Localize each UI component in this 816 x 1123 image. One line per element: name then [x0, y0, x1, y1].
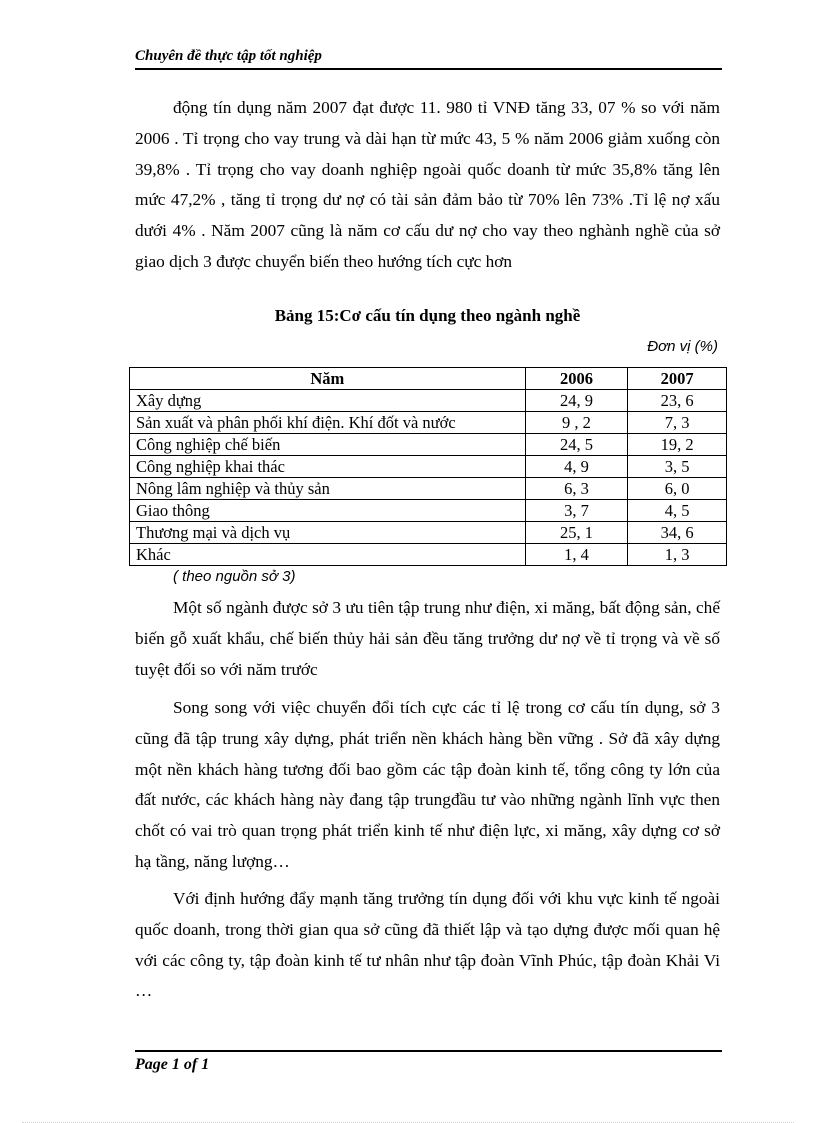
- table-row: [130, 390, 727, 412]
- value-2006-cell: 4, 9: [525, 456, 628, 478]
- column-header-2006: 2006: [525, 368, 628, 390]
- sector-cell: Công nghiệp chế biến: [130, 434, 526, 456]
- table-row: [130, 478, 727, 500]
- sector-cell: Thương mại và dịch vụ: [130, 522, 526, 544]
- table-row: [130, 500, 727, 522]
- value-2007-cell: 34, 6: [628, 522, 727, 544]
- sector-cell: Nông lâm nghiệp và thủy sản: [130, 478, 526, 500]
- page-footer: Page 1 of 1: [135, 1056, 210, 1073]
- paragraph-customer-base: Song song với việc chuyển đổi tích cực các tỉ lệ trong cơ cấu tín dụng, sở 3 cũng đã tập trung xây dựng, phát triển nền khách hàng bền vững . Sở đã xây dựng một nền khách hàng tương đối bao gồm các tập đoàn kinh tế, tổng công ty lớn của đất nước, các khách hàng này đang tập trungđầu tư vào những ngành lĩnh vực then chốt có vai trò quan trọng phát triển kinh tế như điện lực, xi măng, xây dựng cơ sở hạ tầng, năng lượng…: [135, 698, 720, 871]
- value-2006-cell: 24, 5: [525, 434, 628, 456]
- column-header-year: Năm: [130, 368, 526, 390]
- footer-divider: [135, 1050, 722, 1052]
- table-header-row: [130, 368, 727, 390]
- value-2006-cell: 1, 4: [525, 544, 628, 566]
- value-2006-cell: 3, 7: [525, 500, 628, 522]
- table-unit: Đơn vị (%): [647, 338, 718, 355]
- table-row: [130, 544, 727, 566]
- value-2007-cell: 7, 3: [628, 412, 727, 434]
- value-2006-cell: 24, 9: [525, 390, 628, 412]
- column-header-2007: 2007: [628, 368, 727, 390]
- value-2007-cell: 19, 2: [628, 434, 727, 456]
- table-row: [130, 434, 727, 456]
- sector-cell: Khác: [130, 544, 526, 566]
- sector-cell: Công nghiệp khai thác: [130, 456, 526, 478]
- paragraph-credit-growth: động tín dụng năm 2007 đạt được 11. 980 tỉ VNĐ tăng 33, 07 % so với năm 2006 . Tỉ trọng cho vay trung và dài hạn từ mức 43, 5 % năm 2006 giảm xuống còn 39,8% . Tỉ trọng cho vay doanh nghiệp ngoài quốc doanh từ mức 35,8% tăng lên mức 47,2% , tăng tỉ trọng dư nợ có tài sản đảm bảo từ 70% lên 73% .Tỉ lệ nợ xấu dưới 4% . Năm 2007 cũng là năm cơ cấu dư nợ cho vay theo nghành nghề của sở giao dịch 3 được chuyển biến theo hướng tích cực hơn: [135, 98, 720, 271]
- value-2007-cell: 23, 6: [628, 390, 727, 412]
- table-row: [130, 412, 727, 434]
- value-2007-cell: 3, 5: [628, 456, 727, 478]
- page-header: Chuyên đề thực tập tốt nghiệp: [135, 48, 722, 70]
- value-2007-cell: 4, 5: [628, 500, 727, 522]
- table-title: Bảng 15:Cơ cấu tín dụng theo ngành nghề: [274, 306, 581, 325]
- paragraph-private-sector: Với định hướng đẩy mạnh tăng trưởng tín dụng đối với khu vực kinh tế ngoài quốc doanh, trong thời gian qua sở cũng đã thiết lập và tạo dựng được mối quan hệ với các công ty, tập đoàn kinh tế tư nhân như tập đoàn Vĩnh Phúc, tập đoàn Khải Vi …: [135, 889, 720, 1001]
- value-2007-cell: 6, 0: [628, 478, 727, 500]
- credit-structure-table: [129, 367, 727, 566]
- value-2006-cell: 25, 1: [525, 522, 628, 544]
- value-2006-cell: 9 , 2: [525, 412, 628, 434]
- table-source-note: ( theo nguồn sở 3): [173, 568, 296, 585]
- sector-cell: Xây dựng: [130, 390, 526, 412]
- table-row: [130, 456, 727, 478]
- table-row: [130, 522, 727, 544]
- paragraph-priority-sectors: Một số ngành được sở 3 ưu tiên tập trung như điện, xi măng, bất động sản, chế biến gỗ xuất khẩu, chế biến thủy hải sản đều tăng trưởng dư nợ về tỉ trọng và về số tuyệt đối so với năm trước: [135, 598, 720, 679]
- value-2007-cell: 1, 3: [628, 544, 727, 566]
- value-2006-cell: 6, 3: [525, 478, 628, 500]
- sector-cell: Sản xuất và phân phối khí điện. Khí đốt và nước: [130, 412, 526, 434]
- sector-cell: Giao thông: [130, 500, 526, 522]
